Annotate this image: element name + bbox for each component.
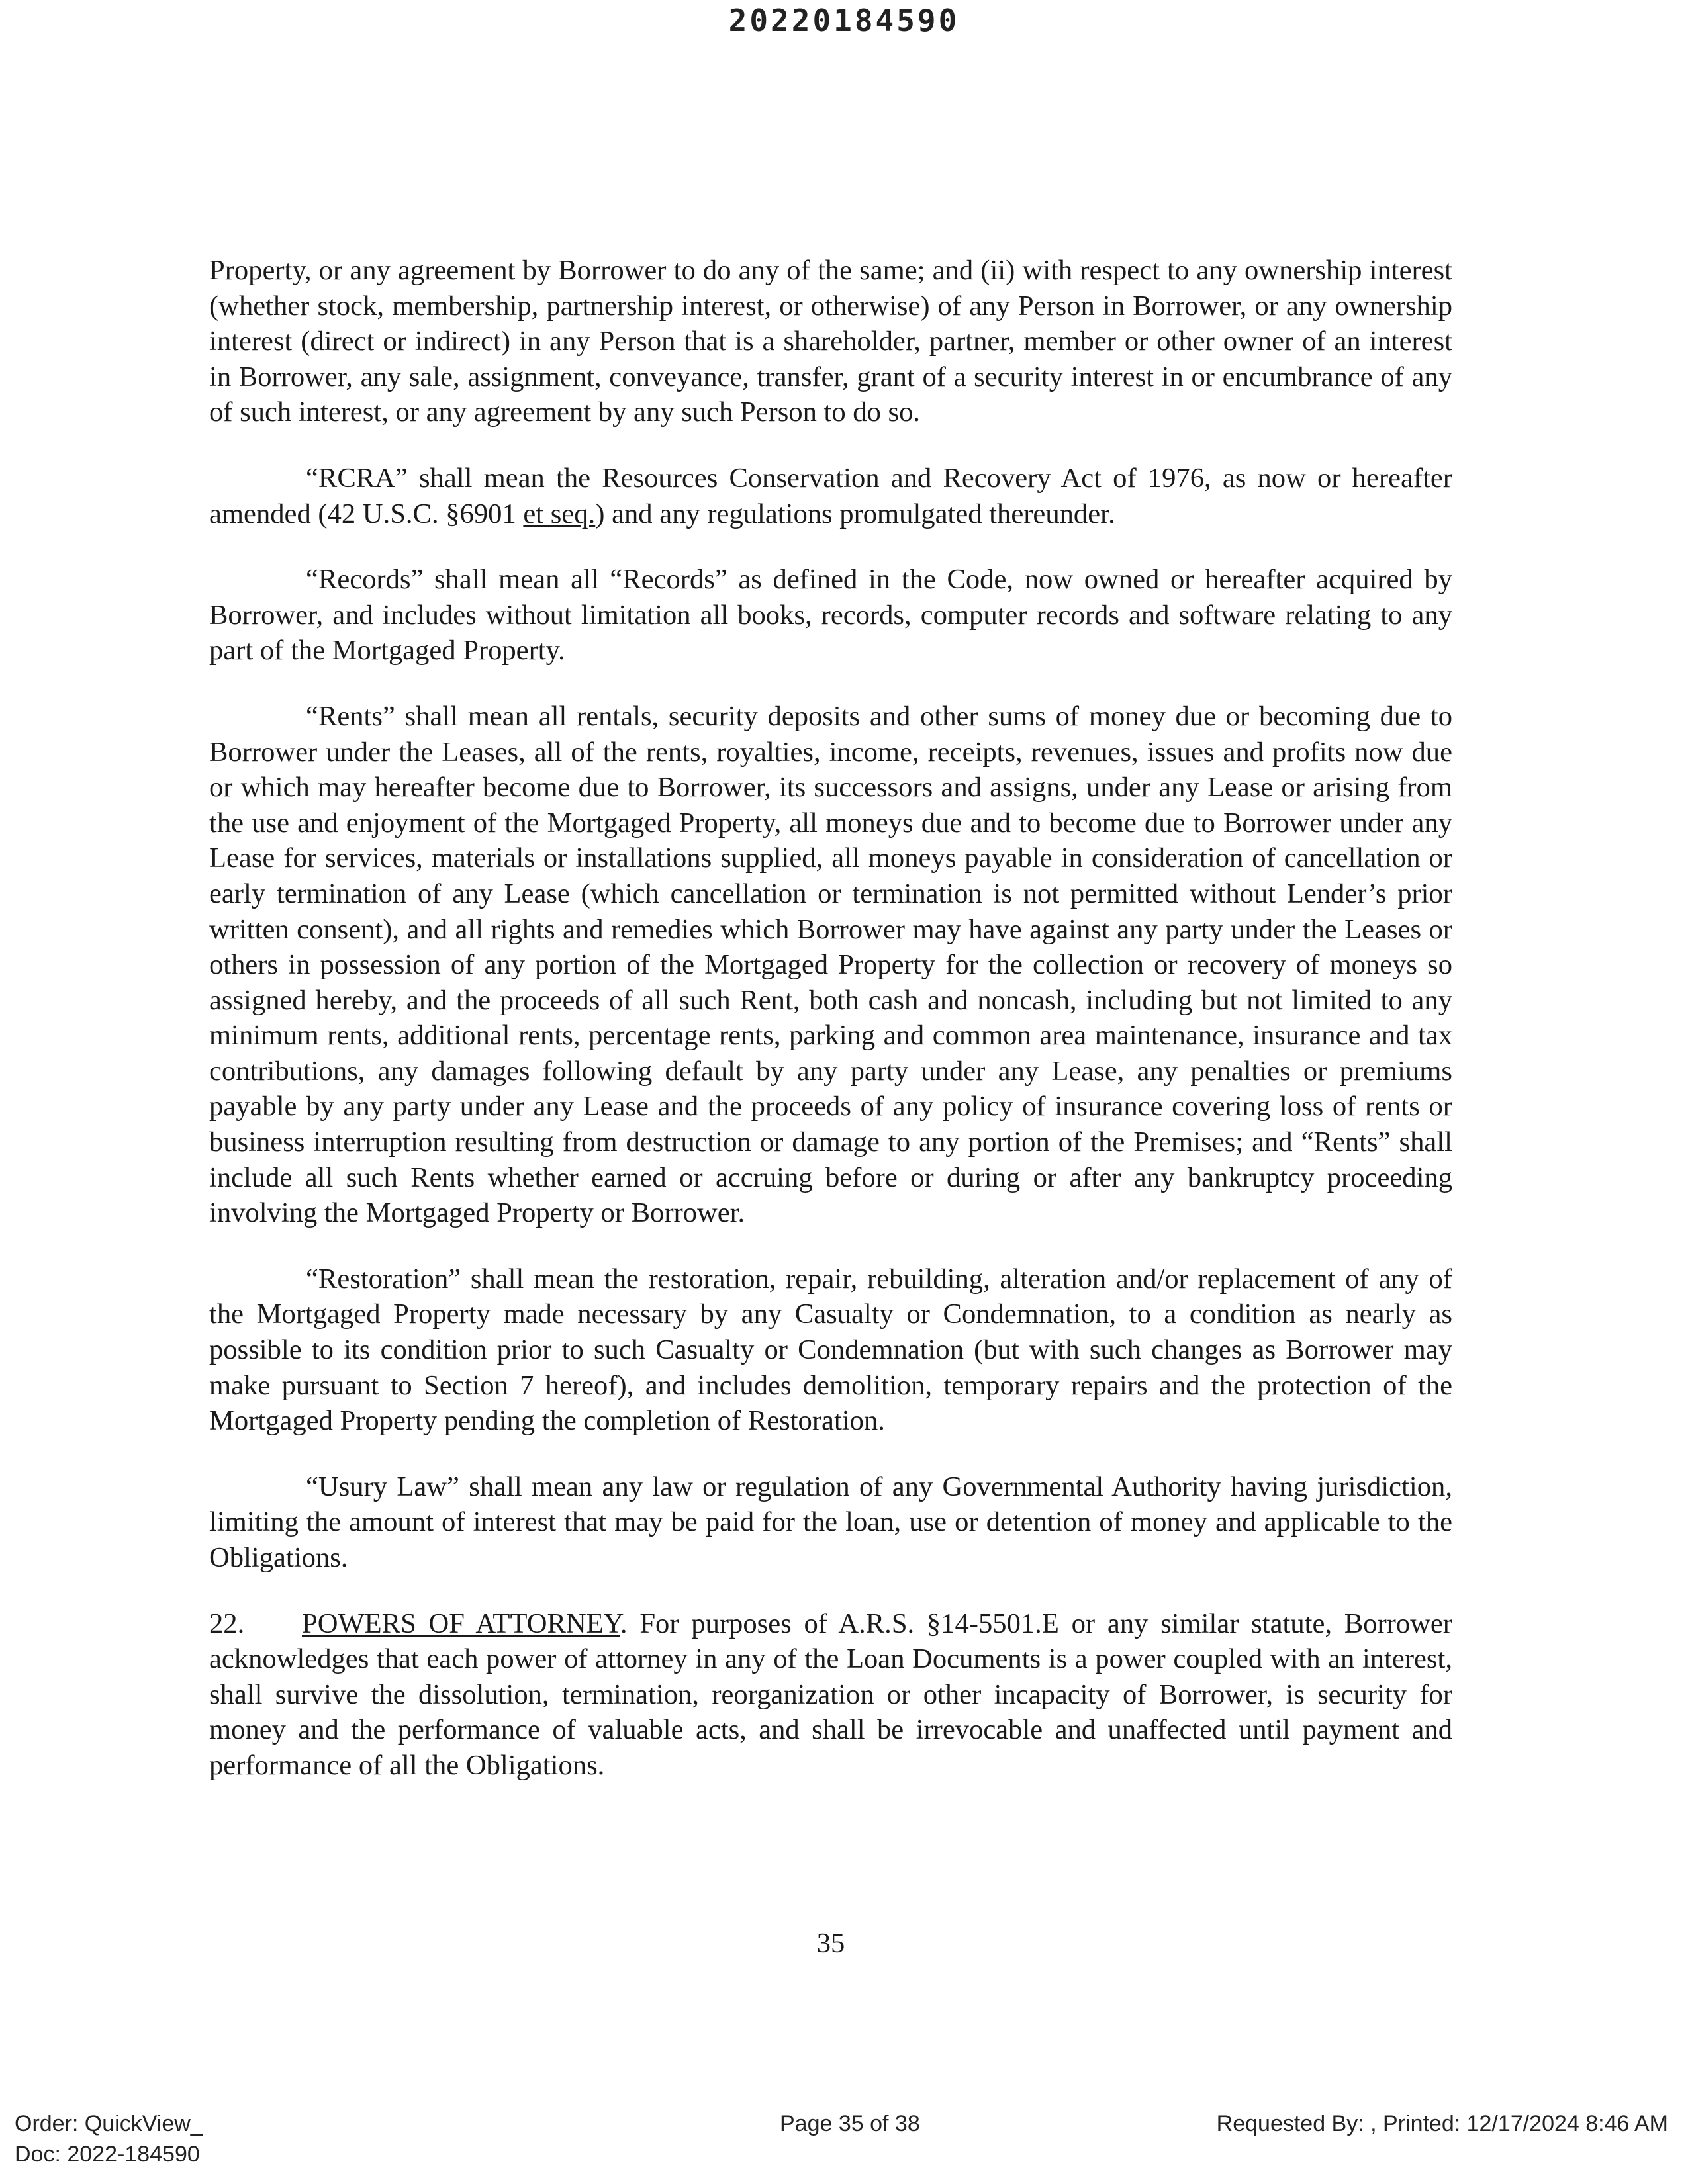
rcra-text-start: “RCRA” shall mean the Resources Conservation and Recovery Act of 1976, as now or hereafter amended (42 U.S.C. §6901 [209, 462, 1452, 529]
paragraph-restoration: “Restoration” shall mean the restoration, repair, rebuilding, alteration and/or replacement of any of the Mortgaged Property made necessary by any Casualty or Condemnation, to a condition as nearly as possible to its condition prior to such Casualty or Condemnation (but with such changes as Borrower may make pursuant to Section 7 hereof), and includes demolition, temporary repairs and the protection of the Mortgaged Property pending the completion of Restoration. [209, 1263, 1452, 1437]
footer-order: Order: QuickView_ [15, 2111, 203, 2136]
section-number: 22. [209, 1608, 245, 1639]
page-number: 35 [816, 1928, 845, 1959]
paragraph-records: “Records” shall mean all “Records” as defined in the Code, now owned or hereafter acquired by Borrower, and includes without limitation all books, records, computer records and software relating to any part of the Mortgaged Property. [209, 564, 1452, 666]
paragraph-transfer-continued: Property, or any agreement by Borrower to do any of the same; and (ii) with respect to any ownership interest (whether stock, membership, partnership interest, or otherwise) of any Person in Borrower, or any ownership interest (direct or indirect) in any Person that is a shareholder, partner, member or other owner of an interest in Borrower, any sale, assignment, conveyance, transfer, grant of a security interest in or encumbrance of any of such interest, or any agreement by any such Person to do so. [209, 255, 1452, 428]
section-body: . For purposes of A.R.S. §14-5501.E or any similar statute, Borrower acknowledges that each power of attorney in any of the Loan Documents is a power coupled with an interest, shall survive the dissolution, termination, reorganization or other incapacity of Borrower, is security for money and the performance of valuable acts, and shall be irrevocable and unaffected until payment and performance of all the Obligations. [209, 1608, 1452, 1781]
paragraph-usury-law: “Usury Law” shall mean any law or regulation of any Governmental Authority having jurisdiction, limiting the amount of interest that may be paid for the loan, use or detention of money and applicable to the Obligations. [209, 1471, 1452, 1573]
paragraph-rcra [209, 461, 1452, 531]
et-seq-underlined: et seq. [523, 498, 596, 529]
footer-doc: Doc: 2022-184590 [15, 2142, 200, 2167]
recording-number: 20220184590 [728, 3, 960, 38]
footer-page-count: Page 35 of 38 [780, 2111, 920, 2136]
rcra-text-end: ) and any regulations promulgated thereunder. [595, 498, 1115, 529]
paragraph-rents: “Rents” shall mean all rentals, security deposits and other sums of money due or becoming due to Borrower under the Leases, all of the rents, royalties, income, receipts, revenues, issues and profits now due or which may hereafter become due to Borrower, its successors and assigns, under any Lease or arising from the use and enjoyment of the Mortgaged Property, all moneys due and to become due to Borrower under any Lease for services, materials or installations supplied, all moneys payable in consideration of cancellation or early termination of any Lease (which cancellation or termination is not permitted without Lender’s prior written consent), and all rights and remedies which Borrower may have against any party under the Leases or others in possession of any portion of the Mortgaged Property for the collection or recovery of moneys so assigned hereby, and the proceeds of all such Rent, both cash and noncash, including but not limited to any minimum rents, additional rents, percentage rents, parking and common area maintenance, insurance and tax contributions, any damages following default by any party under any Lease, any penalties or premiums payable by any party under any Lease and the proceeds of any policy of insurance covering loss of rents or business interruption resulting from destruction or damage to any portion of the Premises; and “Rents” shall include all such Rents whether earned or accruing before or during or after any bankruptcy proceeding involving the Mortgaged Property or Borrower. [209, 700, 1452, 1229]
footer-requested-printed: Requested By: , Printed: 12/17/2024 8:46 AM [1216, 2111, 1668, 2136]
section-22-powers-of-attorney [209, 1606, 1452, 1784]
document-body [209, 253, 1452, 1784]
section-title: POWERS OF ATTORNEY [302, 1608, 620, 1639]
